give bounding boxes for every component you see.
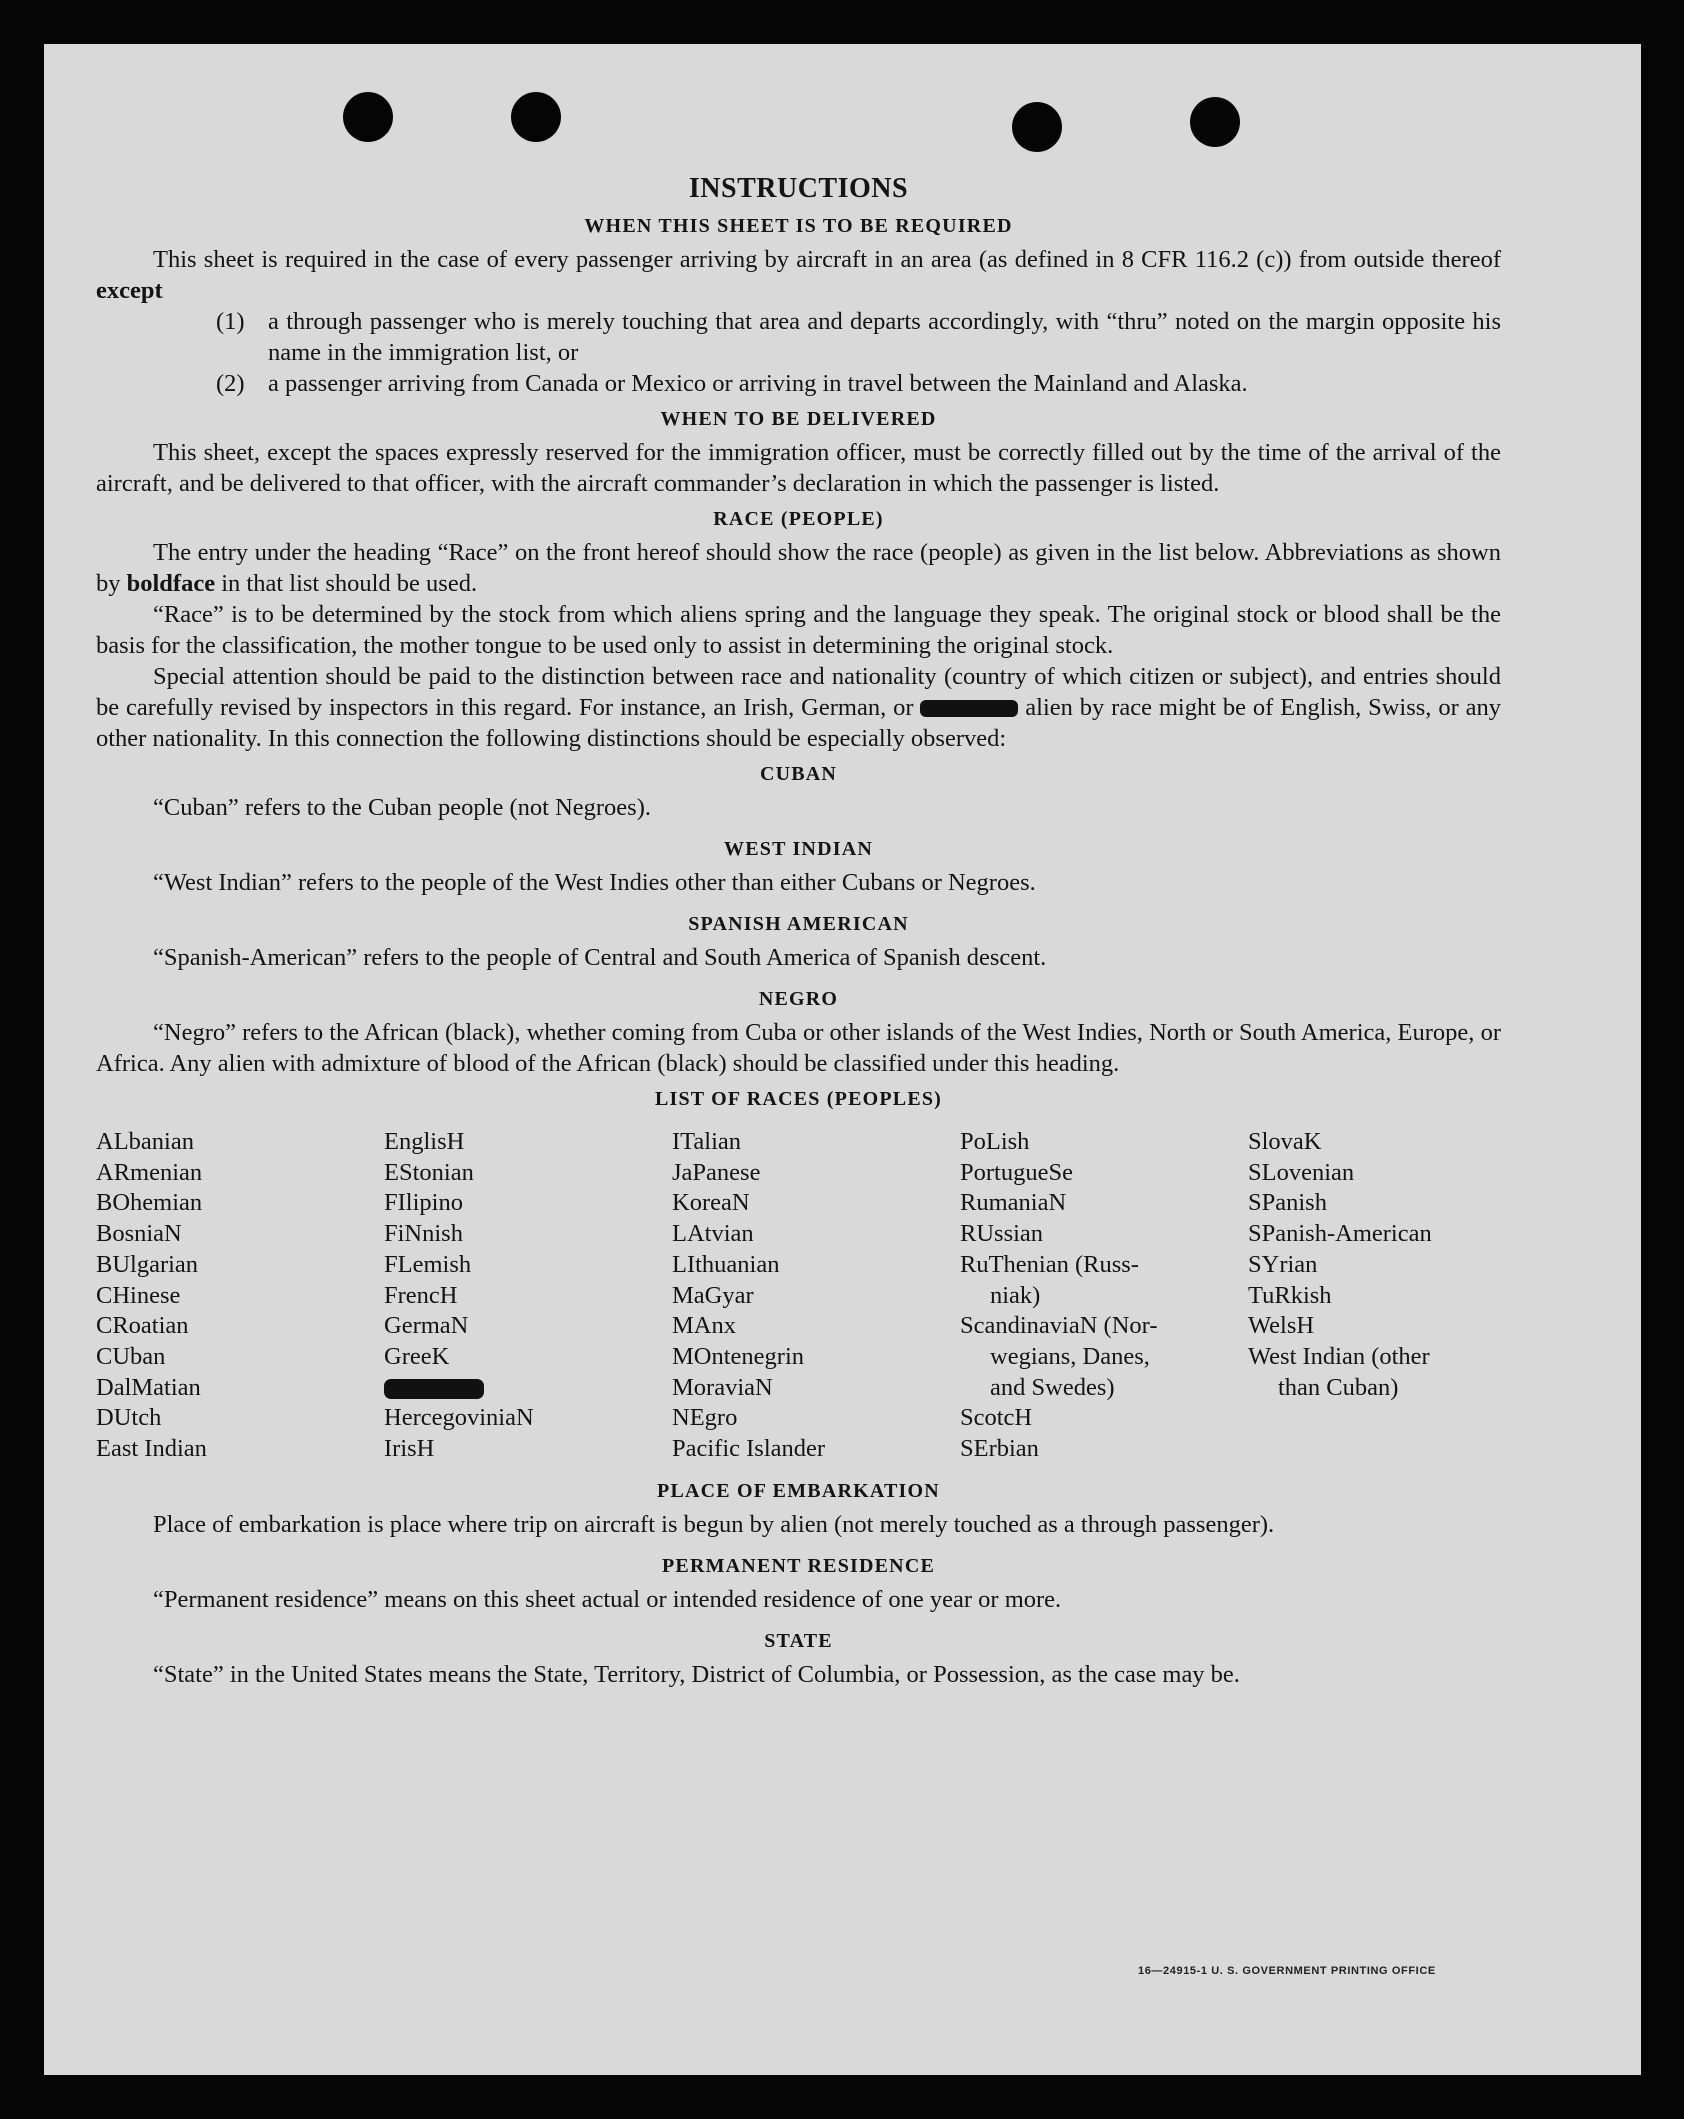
race-item: SLovenian bbox=[1248, 1158, 1355, 1186]
printer-imprint: 16—24915-1 U. S. GOVERNMENT PRINTING OFFICE bbox=[1138, 1965, 1436, 1977]
race-column-4 bbox=[960, 1127, 1248, 1465]
west-indian-paragraph: “West Indian” refers to the people of the West Indies other than either Cubans or Negroes. bbox=[153, 869, 1036, 896]
race-item: Pacific Islander bbox=[672, 1435, 826, 1463]
race-item-continued: and Swedes) bbox=[990, 1373, 1115, 1401]
race-item: ScandinaviaN (Nor- bbox=[960, 1312, 1158, 1340]
section-heading-cuban: CUBAN bbox=[759, 763, 838, 785]
punch-hole bbox=[1012, 102, 1062, 152]
section-heading-delivered: WHEN TO BE DELIVERED bbox=[660, 408, 937, 430]
race-column-2 bbox=[384, 1127, 672, 1465]
race-item: RuThenian (Russ- bbox=[960, 1250, 1139, 1278]
section-heading-spanish-american: SPANISH AMERICAN bbox=[688, 913, 909, 935]
punch-hole bbox=[511, 92, 561, 142]
race-item: DUtch bbox=[96, 1404, 162, 1432]
delivered-paragraph: This sheet, except the spaces expressly reserved for the immigration officer, must be correctly filled out by the time of the arrival of the aircraft, and be delivered to that officer, with the aircraft commander’s declaration in which the passenger is listed. bbox=[96, 439, 1501, 497]
race-item: MoraviaN bbox=[672, 1373, 773, 1401]
race-list bbox=[96, 1127, 1501, 1465]
race-item: GreeK bbox=[384, 1342, 450, 1370]
race-item: CRoatian bbox=[96, 1312, 189, 1340]
race-item-redacted bbox=[384, 1373, 672, 1404]
race-item: KoreaN bbox=[672, 1189, 750, 1217]
race-item: ScotcH bbox=[960, 1404, 1033, 1432]
race-paragraph-1: The entry under the heading “Race” on the front hereof should show the race (people) as given in the list below. Abbreviations as shown by boldface in that list should be used. bbox=[96, 539, 1501, 597]
race-item: ALbanian bbox=[96, 1128, 194, 1155]
race-item: SPanish bbox=[1248, 1189, 1327, 1217]
cuban-paragraph: “Cuban” refers to the Cuban people (not Negroes). bbox=[153, 794, 651, 821]
race-item-continued: niak) bbox=[990, 1281, 1041, 1309]
redaction-mark bbox=[384, 1379, 484, 1399]
race-item: RUssian bbox=[960, 1220, 1044, 1248]
race-item: JaPanese bbox=[672, 1158, 761, 1186]
race-item: BosniaN bbox=[96, 1220, 182, 1248]
race-item: PortugueSe bbox=[960, 1158, 1073, 1186]
race-item: ARmenian bbox=[96, 1158, 203, 1186]
race-item: EnglisH bbox=[384, 1128, 465, 1155]
race-item: MAnx bbox=[672, 1312, 736, 1340]
state-paragraph: “State” in the United States means the State, Territory, District of Columbia, or Possession, as the case may be. bbox=[153, 1660, 1240, 1688]
race-item: FLemish bbox=[384, 1250, 472, 1278]
race-item-continued: wegians, Danes, bbox=[990, 1342, 1150, 1370]
exception-item-1: (1) a through passenger who is merely touching that area and departs accordingly, with “thru” noted on the margin opposite his name in the immigration list, or bbox=[216, 308, 1501, 366]
race-item: SPanish-American bbox=[1248, 1220, 1432, 1248]
instructions-body bbox=[96, 172, 1501, 1690]
race-item: DalMatian bbox=[96, 1373, 201, 1401]
race-item: FrencH bbox=[384, 1281, 458, 1309]
race-item: LAtvian bbox=[672, 1220, 754, 1248]
race-item: FIlipino bbox=[384, 1189, 463, 1217]
race-item: WelsH bbox=[1248, 1312, 1315, 1340]
section-heading-state: STATE bbox=[764, 1629, 833, 1652]
race-item: SErbian bbox=[960, 1435, 1039, 1463]
section-heading-list-of-races: LIST OF RACES (PEOPLES) bbox=[654, 1088, 943, 1110]
required-paragraph: This sheet is required in the case of every passenger arriving by aircraft in an area (as defined in 8 CFR 116.2 (c)) from outside thereof except bbox=[96, 246, 1501, 304]
race-item: ITalian bbox=[672, 1128, 742, 1155]
race-item: LIthuanian bbox=[672, 1250, 780, 1278]
exception-item-2: (2) a passenger arriving from Canada or Mexico or arriving in travel between the Mainland and Alaska. bbox=[216, 370, 1248, 397]
race-column-1 bbox=[96, 1127, 384, 1465]
race-item: CUban bbox=[96, 1342, 166, 1370]
race-item: NEgro bbox=[672, 1404, 738, 1432]
race-item: RumaniaN bbox=[960, 1189, 1067, 1217]
race-item-continued: than Cuban) bbox=[1278, 1373, 1399, 1401]
race-paragraph-3: Special attention should be paid to the distinction between race and nationality (country of which citizen or subject), and entries should be carefully revised by inspectors in this regard. For instance, an Irish, German, or alien by race might be of English, Swiss, or any other nationality. In this connection the following distinctions should be especially observed: bbox=[96, 663, 1501, 752]
page-title: INSTRUCTIONS bbox=[688, 173, 909, 204]
spanish-american-paragraph: “Spanish-American” refers to the people of Central and South America of Spanish descent. bbox=[153, 944, 1047, 971]
race-item: EStonian bbox=[384, 1158, 474, 1186]
race-item: West Indian (other bbox=[1248, 1342, 1430, 1370]
punch-hole bbox=[343, 92, 393, 142]
residence-paragraph: “Permanent residence” means on this sheet actual or intended residence of one year or more. bbox=[153, 1585, 1062, 1613]
punch-hole bbox=[1190, 97, 1240, 147]
section-heading-negro: NEGRO bbox=[758, 988, 839, 1010]
race-item: IrisH bbox=[384, 1435, 435, 1463]
section-heading-west-indian: WEST INDIAN bbox=[724, 838, 873, 860]
negro-paragraph: “Negro” refers to the African (black), whether coming from Cuba or other islands of the West Indies, North or South America, Europe, or Africa. Any alien with admixture of blood of the African (black) should be classified under this heading. bbox=[96, 1019, 1501, 1077]
section-heading-race: RACE (PEOPLE) bbox=[713, 508, 884, 530]
race-item: PoLish bbox=[960, 1128, 1030, 1155]
race-item: TuRkish bbox=[1248, 1281, 1332, 1309]
race-column-5 bbox=[1248, 1127, 1501, 1465]
section-heading-required: WHEN THIS SHEET IS TO BE REQUIRED bbox=[584, 215, 1013, 237]
race-item: HercegoviniaN bbox=[384, 1404, 534, 1432]
race-item: CHinese bbox=[96, 1281, 181, 1309]
redaction-mark bbox=[920, 700, 1018, 717]
section-heading-permanent-residence: PERMANENT RESIDENCE bbox=[661, 1554, 936, 1577]
race-item: GermaN bbox=[384, 1312, 469, 1340]
race-item: East Indian bbox=[96, 1435, 207, 1463]
race-item: SYrian bbox=[1248, 1250, 1318, 1278]
embarkation-paragraph: Place of embarkation is place where trip on aircraft is begun by alien (not merely touched as a through passenger). bbox=[153, 1510, 1275, 1538]
race-item: BUlgarian bbox=[96, 1250, 199, 1278]
race-paragraph-2: “Race” is to be determined by the stock from which aliens spring and the language they speak. The original stock or blood shall be the basis for the classification, the mother tongue to be used only to assist in determining the original stock. bbox=[96, 601, 1501, 659]
race-column-3 bbox=[672, 1127, 960, 1465]
race-item: MOntenegrin bbox=[672, 1342, 804, 1370]
section-heading-embarkation: PLACE OF EMBARKATION bbox=[657, 1479, 940, 1502]
race-item: BOhemian bbox=[96, 1189, 203, 1217]
race-item: MaGyar bbox=[672, 1281, 754, 1309]
race-item: FiNnish bbox=[384, 1220, 463, 1248]
race-item: SlovaK bbox=[1248, 1128, 1322, 1155]
